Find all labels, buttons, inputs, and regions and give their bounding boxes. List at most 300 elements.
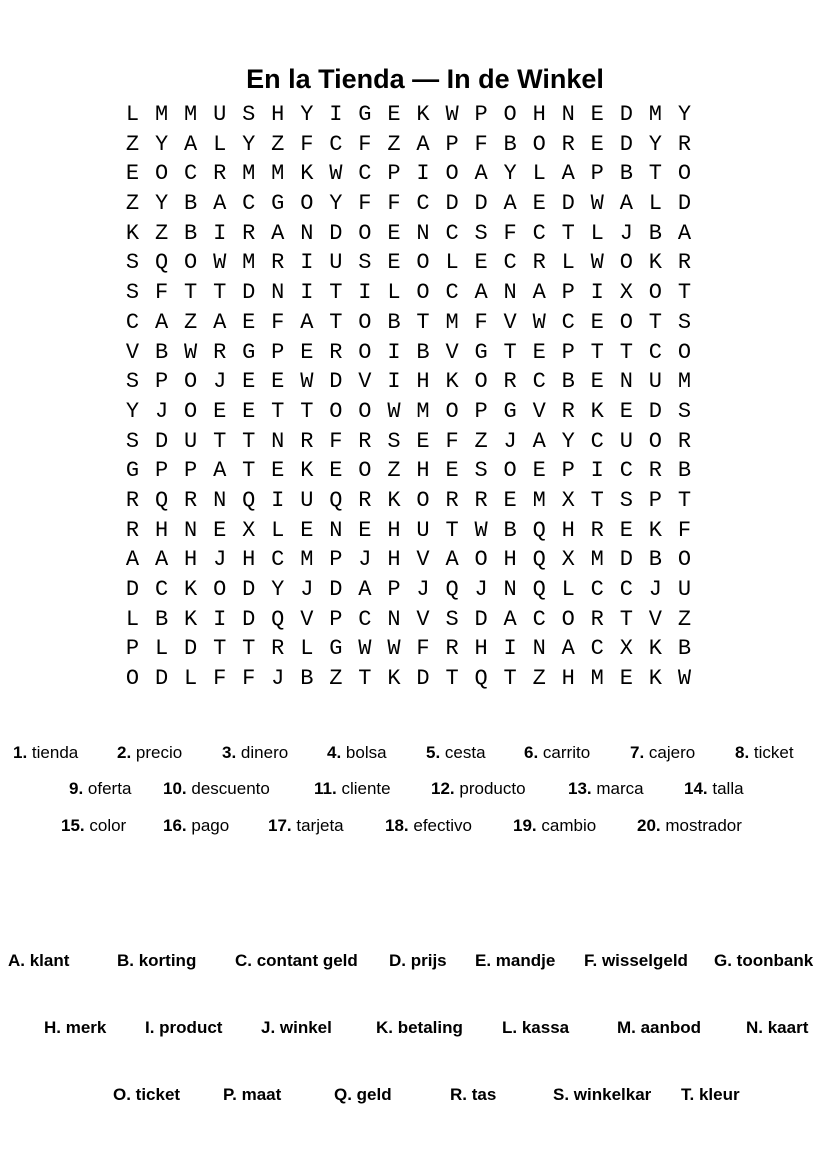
grid-cell[interactable]: O — [154, 161, 169, 187]
grid-cell[interactable]: Q — [242, 487, 256, 513]
grid-cell[interactable]: O — [300, 191, 314, 217]
grid-cell[interactable]: O — [677, 547, 692, 573]
grid-cell[interactable]: C — [154, 577, 169, 602]
grid-cell[interactable]: O — [648, 428, 662, 454]
grid-cell[interactable]: E — [242, 398, 256, 424]
grid-cell[interactable]: W — [184, 339, 198, 365]
grid-cell[interactable]: J — [154, 398, 169, 424]
grid-cell[interactable]: D — [474, 606, 488, 632]
grid-cell[interactable]: A — [358, 577, 372, 602]
grid-cell[interactable]: W — [300, 369, 314, 395]
grid-cell[interactable]: H — [561, 517, 575, 543]
grid-cell[interactable]: I — [387, 339, 401, 365]
grid-cell[interactable]: T — [590, 339, 604, 365]
grid-cell[interactable]: O — [358, 398, 372, 424]
grid-cell[interactable]: P — [329, 606, 343, 632]
grid-cell[interactable]: Z — [387, 458, 401, 484]
grid-cell[interactable]: B — [154, 606, 169, 632]
grid-cell[interactable]: E — [532, 339, 546, 365]
grid-cell[interactable]: R — [184, 487, 198, 513]
grid-cell[interactable]: V — [532, 398, 546, 424]
grid-cell[interactable]: L — [300, 636, 314, 662]
grid-cell[interactable]: A — [300, 309, 314, 335]
grid-cell[interactable]: E — [590, 102, 604, 127]
grid-cell[interactable]: W — [590, 250, 604, 276]
grid-cell[interactable]: G — [125, 458, 140, 484]
grid-cell[interactable]: M — [532, 487, 546, 513]
grid-cell[interactable]: R — [271, 250, 285, 276]
grid-cell[interactable]: N — [329, 517, 343, 543]
grid-cell[interactable]: Z — [474, 428, 488, 454]
grid-cell[interactable]: P — [561, 280, 575, 306]
grid-cell[interactable]: O — [125, 666, 140, 692]
grid-cell[interactable]: W — [590, 191, 604, 217]
grid-cell[interactable]: B — [154, 339, 169, 365]
grid-cell[interactable]: C — [590, 636, 604, 662]
grid-cell[interactable]: R — [271, 636, 285, 662]
grid-cell[interactable]: B — [184, 220, 198, 246]
grid-cell[interactable]: U — [677, 577, 692, 602]
grid-cell[interactable]: F — [358, 131, 372, 157]
grid-cell[interactable]: S — [242, 102, 256, 127]
grid-cell[interactable]: C — [503, 250, 517, 276]
grid-cell[interactable]: E — [271, 369, 285, 395]
grid-cell[interactable]: O — [532, 131, 546, 157]
grid-cell[interactable]: O — [416, 487, 430, 513]
grid-cell[interactable]: E — [125, 161, 140, 187]
grid-cell[interactable]: S — [445, 606, 459, 632]
grid-cell[interactable]: I — [358, 280, 372, 306]
grid-cell[interactable]: D — [677, 191, 692, 217]
grid-cell[interactable]: P — [271, 339, 285, 365]
grid-cell[interactable]: D — [561, 191, 575, 217]
grid-cell[interactable]: H — [387, 517, 401, 543]
grid-cell[interactable]: O — [184, 398, 198, 424]
grid-cell[interactable]: V — [300, 606, 314, 632]
grid-cell[interactable]: G — [358, 102, 372, 127]
grid-cell[interactable]: Z — [125, 131, 140, 157]
grid-cell[interactable]: T — [213, 636, 227, 662]
grid-cell[interactable]: D — [154, 428, 169, 454]
grid-cell[interactable]: D — [619, 547, 633, 573]
grid-cell[interactable]: O — [358, 309, 372, 335]
grid-cell[interactable]: K — [184, 577, 198, 602]
grid-cell[interactable]: R — [125, 487, 140, 513]
grid-cell[interactable]: P — [648, 487, 662, 513]
grid-cell[interactable]: A — [677, 220, 692, 246]
grid-cell[interactable]: E — [474, 250, 488, 276]
grid-cell[interactable]: E — [619, 517, 633, 543]
grid-cell[interactable]: O — [619, 250, 633, 276]
grid-cell[interactable]: P — [561, 339, 575, 365]
grid-cell[interactable]: D — [329, 220, 343, 246]
grid-cell[interactable]: R — [590, 517, 604, 543]
grid-cell[interactable]: D — [648, 398, 662, 424]
grid-cell[interactable]: D — [242, 606, 256, 632]
grid-cell[interactable]: G — [329, 636, 343, 662]
grid-cell[interactable]: W — [329, 161, 343, 187]
grid-cell[interactable]: U — [648, 369, 662, 395]
grid-cell[interactable]: W — [387, 636, 401, 662]
grid-cell[interactable]: O — [677, 339, 692, 365]
grid-cell[interactable]: M — [242, 250, 256, 276]
grid-cell[interactable]: U — [300, 487, 314, 513]
grid-cell[interactable]: M — [154, 102, 169, 127]
grid-cell[interactable]: X — [561, 487, 575, 513]
grid-cell[interactable]: N — [532, 636, 546, 662]
grid-cell[interactable]: O — [474, 547, 488, 573]
grid-cell[interactable]: J — [474, 577, 488, 602]
grid-cell[interactable]: K — [387, 666, 401, 692]
grid-cell[interactable]: E — [590, 309, 604, 335]
grid-cell[interactable]: P — [590, 161, 604, 187]
grid-cell[interactable]: H — [503, 547, 517, 573]
grid-cell[interactable]: O — [358, 458, 372, 484]
grid-cell[interactable]: R — [474, 487, 488, 513]
grid-cell[interactable]: M — [416, 398, 430, 424]
grid-cell[interactable]: B — [300, 666, 314, 692]
grid-cell[interactable]: P — [445, 131, 459, 157]
grid-cell[interactable]: K — [387, 487, 401, 513]
grid-cell[interactable]: F — [416, 636, 430, 662]
grid-cell[interactable]: K — [184, 606, 198, 632]
grid-cell[interactable]: L — [154, 636, 169, 662]
grid-cell[interactable]: Q — [445, 577, 459, 602]
grid-cell[interactable]: N — [503, 577, 517, 602]
grid-cell[interactable]: B — [677, 636, 692, 662]
grid-cell[interactable]: C — [358, 161, 372, 187]
grid-cell[interactable]: X — [561, 547, 575, 573]
grid-cell[interactable]: P — [474, 102, 488, 127]
grid-cell[interactable]: S — [125, 369, 140, 395]
grid-cell[interactable]: T — [445, 666, 459, 692]
grid-cell[interactable]: C — [532, 220, 546, 246]
grid-cell[interactable]: I — [503, 636, 517, 662]
grid-cell[interactable]: T — [271, 398, 285, 424]
grid-cell[interactable]: B — [416, 339, 430, 365]
grid-cell[interactable]: R — [213, 339, 227, 365]
grid-cell[interactable]: F — [677, 517, 692, 543]
grid-cell[interactable]: V — [503, 309, 517, 335]
grid-cell[interactable]: W — [474, 517, 488, 543]
grid-cell[interactable]: F — [474, 309, 488, 335]
grid-cell[interactable]: L — [271, 517, 285, 543]
grid-cell[interactable]: Y — [503, 161, 517, 187]
grid-cell[interactable]: H — [184, 547, 198, 573]
grid-cell[interactable]: A — [561, 161, 575, 187]
grid-cell[interactable]: A — [271, 220, 285, 246]
grid-cell[interactable]: A — [154, 309, 169, 335]
grid-cell[interactable]: R — [358, 487, 372, 513]
grid-cell[interactable]: V — [416, 606, 430, 632]
grid-cell[interactable]: S — [619, 487, 633, 513]
grid-cell[interactable]: T — [503, 666, 517, 692]
grid-cell[interactable]: I — [416, 161, 430, 187]
grid-cell[interactable]: H — [532, 102, 546, 127]
grid-cell[interactable]: E — [387, 250, 401, 276]
grid-cell[interactable]: B — [677, 458, 692, 484]
grid-cell[interactable]: E — [213, 517, 227, 543]
grid-cell[interactable]: T — [329, 309, 343, 335]
grid-cell[interactable]: E — [532, 191, 546, 217]
grid-cell[interactable]: M — [300, 547, 314, 573]
grid-cell[interactable]: P — [387, 161, 401, 187]
grid-cell[interactable]: C — [619, 458, 633, 484]
grid-cell[interactable]: O — [416, 280, 430, 306]
grid-cell[interactable]: C — [271, 547, 285, 573]
grid-cell[interactable]: O — [416, 250, 430, 276]
grid-cell[interactable]: D — [154, 666, 169, 692]
grid-cell[interactable]: T — [648, 309, 662, 335]
grid-cell[interactable]: Q — [154, 250, 169, 276]
grid-cell[interactable]: Y — [677, 102, 692, 127]
grid-cell[interactable]: Q — [532, 517, 546, 543]
grid-cell[interactable]: Z — [532, 666, 546, 692]
grid-cell[interactable]: L — [590, 220, 604, 246]
grid-cell[interactable]: E — [619, 398, 633, 424]
grid-cell[interactable]: K — [648, 250, 662, 276]
grid-cell[interactable]: I — [329, 102, 343, 127]
grid-cell[interactable]: A — [154, 547, 169, 573]
grid-cell[interactable]: I — [300, 280, 314, 306]
grid-cell[interactable]: N — [561, 102, 575, 127]
grid-cell[interactable]: C — [561, 309, 575, 335]
grid-cell[interactable]: B — [503, 517, 517, 543]
grid-cell[interactable]: T — [242, 636, 256, 662]
grid-cell[interactable]: D — [125, 577, 140, 602]
grid-cell[interactable]: F — [387, 191, 401, 217]
grid-cell[interactable]: Y — [300, 102, 314, 127]
grid-cell[interactable]: O — [648, 280, 662, 306]
grid-cell[interactable]: T — [213, 280, 227, 306]
grid-cell[interactable]: N — [300, 220, 314, 246]
grid-cell[interactable]: I — [590, 458, 604, 484]
grid-cell[interactable]: T — [358, 666, 372, 692]
grid-cell[interactable]: N — [271, 280, 285, 306]
grid-cell[interactable]: O — [474, 369, 488, 395]
grid-cell[interactable]: A — [125, 547, 140, 573]
grid-cell[interactable]: J — [416, 577, 430, 602]
grid-cell[interactable]: A — [474, 280, 488, 306]
grid-cell[interactable]: O — [445, 398, 459, 424]
grid-cell[interactable]: T — [242, 458, 256, 484]
grid-cell[interactable]: W — [213, 250, 227, 276]
grid-cell[interactable]: S — [358, 250, 372, 276]
grid-cell[interactable]: R — [329, 339, 343, 365]
grid-cell[interactable]: O — [445, 161, 459, 187]
grid-cell[interactable]: O — [329, 398, 343, 424]
grid-cell[interactable]: B — [648, 220, 662, 246]
grid-cell[interactable]: I — [300, 250, 314, 276]
grid-cell[interactable]: A — [474, 161, 488, 187]
grid-cell[interactable]: E — [358, 517, 372, 543]
grid-cell[interactable]: E — [503, 487, 517, 513]
grid-cell[interactable]: R — [561, 398, 575, 424]
grid-cell[interactable]: T — [619, 606, 633, 632]
grid-cell[interactable]: X — [619, 636, 633, 662]
grid-cell[interactable]: C — [445, 280, 459, 306]
grid-cell[interactable]: V — [648, 606, 662, 632]
grid-cell[interactable]: S — [125, 280, 140, 306]
grid-cell[interactable]: F — [329, 428, 343, 454]
grid-cell[interactable]: E — [300, 339, 314, 365]
grid-cell[interactable]: B — [184, 191, 198, 217]
grid-cell[interactable]: S — [125, 428, 140, 454]
grid-cell[interactable]: Z — [184, 309, 198, 335]
grid-cell[interactable]: A — [503, 191, 517, 217]
grid-cell[interactable]: R — [358, 428, 372, 454]
grid-cell[interactable]: A — [213, 191, 227, 217]
grid-cell[interactable]: N — [619, 369, 633, 395]
grid-cell[interactable]: Q — [474, 666, 488, 692]
grid-cell[interactable]: B — [387, 309, 401, 335]
grid-cell[interactable]: F — [300, 131, 314, 157]
grid-cell[interactable]: W — [387, 398, 401, 424]
grid-cell[interactable]: I — [271, 487, 285, 513]
grid-cell[interactable]: T — [590, 487, 604, 513]
grid-cell[interactable]: F — [358, 191, 372, 217]
grid-cell[interactable]: B — [561, 369, 575, 395]
grid-cell[interactable]: J — [213, 369, 227, 395]
grid-cell[interactable]: E — [532, 458, 546, 484]
grid-cell[interactable]: E — [213, 398, 227, 424]
grid-cell[interactable]: Y — [242, 131, 256, 157]
grid-cell[interactable]: Y — [561, 428, 575, 454]
grid-cell[interactable]: C — [619, 577, 633, 602]
grid-cell[interactable]: O — [358, 220, 372, 246]
grid-cell[interactable]: E — [300, 517, 314, 543]
grid-cell[interactable]: A — [561, 636, 575, 662]
grid-cell[interactable]: Z — [271, 131, 285, 157]
grid-cell[interactable]: P — [154, 458, 169, 484]
grid-cell[interactable]: V — [125, 339, 140, 365]
grid-cell[interactable]: B — [503, 131, 517, 157]
grid-cell[interactable]: V — [358, 369, 372, 395]
grid-cell[interactable]: L — [213, 131, 227, 157]
grid-cell[interactable]: E — [387, 220, 401, 246]
grid-cell[interactable]: V — [445, 339, 459, 365]
grid-cell[interactable]: X — [619, 280, 633, 306]
grid-cell[interactable]: Y — [154, 191, 169, 217]
grid-cell[interactable]: O — [358, 339, 372, 365]
grid-cell[interactable]: F — [271, 309, 285, 335]
grid-cell[interactable]: Z — [387, 131, 401, 157]
grid-cell[interactable]: C — [329, 131, 343, 157]
grid-cell[interactable]: Q — [271, 606, 285, 632]
grid-cell[interactable]: D — [329, 577, 343, 602]
grid-cell[interactable]: H — [271, 102, 285, 127]
grid-cell[interactable]: S — [125, 250, 140, 276]
grid-cell[interactable]: A — [416, 131, 430, 157]
grid-cell[interactable]: T — [213, 428, 227, 454]
grid-cell[interactable]: C — [125, 309, 140, 335]
grid-cell[interactable]: T — [561, 220, 575, 246]
grid-cell[interactable]: H — [561, 666, 575, 692]
grid-cell[interactable]: E — [590, 369, 604, 395]
grid-cell[interactable]: T — [242, 428, 256, 454]
grid-cell[interactable]: O — [503, 102, 517, 127]
grid-cell[interactable]: U — [184, 428, 198, 454]
grid-cell[interactable]: M — [445, 309, 459, 335]
grid-cell[interactable]: F — [242, 666, 256, 692]
grid-cell[interactable]: O — [213, 577, 227, 602]
grid-cell[interactable]: R — [677, 131, 692, 157]
grid-cell[interactable]: E — [590, 131, 604, 157]
grid-cell[interactable]: W — [532, 309, 546, 335]
grid-cell[interactable]: J — [213, 547, 227, 573]
grid-cell[interactable]: T — [648, 161, 662, 187]
grid-cell[interactable]: B — [648, 547, 662, 573]
grid-cell[interactable]: D — [474, 191, 488, 217]
grid-cell[interactable]: E — [242, 309, 256, 335]
grid-cell[interactable]: P — [184, 458, 198, 484]
grid-cell[interactable]: O — [184, 250, 198, 276]
grid-cell[interactable]: N — [387, 606, 401, 632]
grid-cell[interactable]: L — [445, 250, 459, 276]
grid-cell[interactable]: G — [474, 339, 488, 365]
grid-cell[interactable]: C — [242, 191, 256, 217]
grid-cell[interactable]: A — [503, 606, 517, 632]
grid-cell[interactable]: A — [619, 191, 633, 217]
grid-cell[interactable]: Z — [329, 666, 343, 692]
grid-cell[interactable]: T — [300, 398, 314, 424]
grid-cell[interactable]: L — [648, 191, 662, 217]
grid-cell[interactable]: U — [213, 102, 227, 127]
grid-cell[interactable]: D — [329, 369, 343, 395]
grid-cell[interactable]: E — [387, 102, 401, 127]
grid-cell[interactable]: S — [677, 309, 692, 335]
grid-cell[interactable]: H — [416, 458, 430, 484]
grid-cell[interactable]: B — [619, 161, 633, 187]
grid-cell[interactable]: Y — [329, 191, 343, 217]
grid-cell[interactable]: T — [677, 487, 692, 513]
grid-cell[interactable]: M — [242, 161, 256, 187]
grid-cell[interactable]: T — [503, 339, 517, 365]
grid-cell[interactable]: K — [590, 398, 604, 424]
grid-cell[interactable]: O — [619, 309, 633, 335]
grid-cell[interactable]: A — [532, 280, 546, 306]
grid-cell[interactable]: S — [474, 220, 488, 246]
grid-cell[interactable]: Z — [154, 220, 169, 246]
grid-cell[interactable]: D — [184, 636, 198, 662]
grid-cell[interactable]: K — [300, 161, 314, 187]
grid-cell[interactable]: I — [387, 369, 401, 395]
grid-cell[interactable]: R — [590, 606, 604, 632]
grid-cell[interactable]: P — [329, 547, 343, 573]
grid-cell[interactable]: M — [184, 102, 198, 127]
grid-cell[interactable]: P — [474, 398, 488, 424]
grid-cell[interactable]: L — [184, 666, 198, 692]
grid-cell[interactable]: R — [445, 636, 459, 662]
grid-cell[interactable]: A — [445, 547, 459, 573]
grid-cell[interactable]: N — [416, 220, 430, 246]
grid-cell[interactable]: K — [648, 636, 662, 662]
grid-cell[interactable]: O — [503, 458, 517, 484]
grid-cell[interactable]: G — [242, 339, 256, 365]
grid-cell[interactable]: J — [503, 428, 517, 454]
grid-cell[interactable]: H — [387, 547, 401, 573]
grid-cell[interactable]: L — [561, 577, 575, 602]
grid-cell[interactable]: D — [242, 280, 256, 306]
grid-cell[interactable]: M — [590, 666, 604, 692]
grid-cell[interactable]: F — [474, 131, 488, 157]
grid-cell[interactable]: D — [619, 102, 633, 127]
grid-cell[interactable]: K — [416, 102, 430, 127]
grid-cell[interactable]: T — [677, 280, 692, 306]
grid-cell[interactable]: V — [416, 547, 430, 573]
grid-cell[interactable]: L — [532, 161, 546, 187]
grid-cell[interactable]: Z — [677, 606, 692, 632]
